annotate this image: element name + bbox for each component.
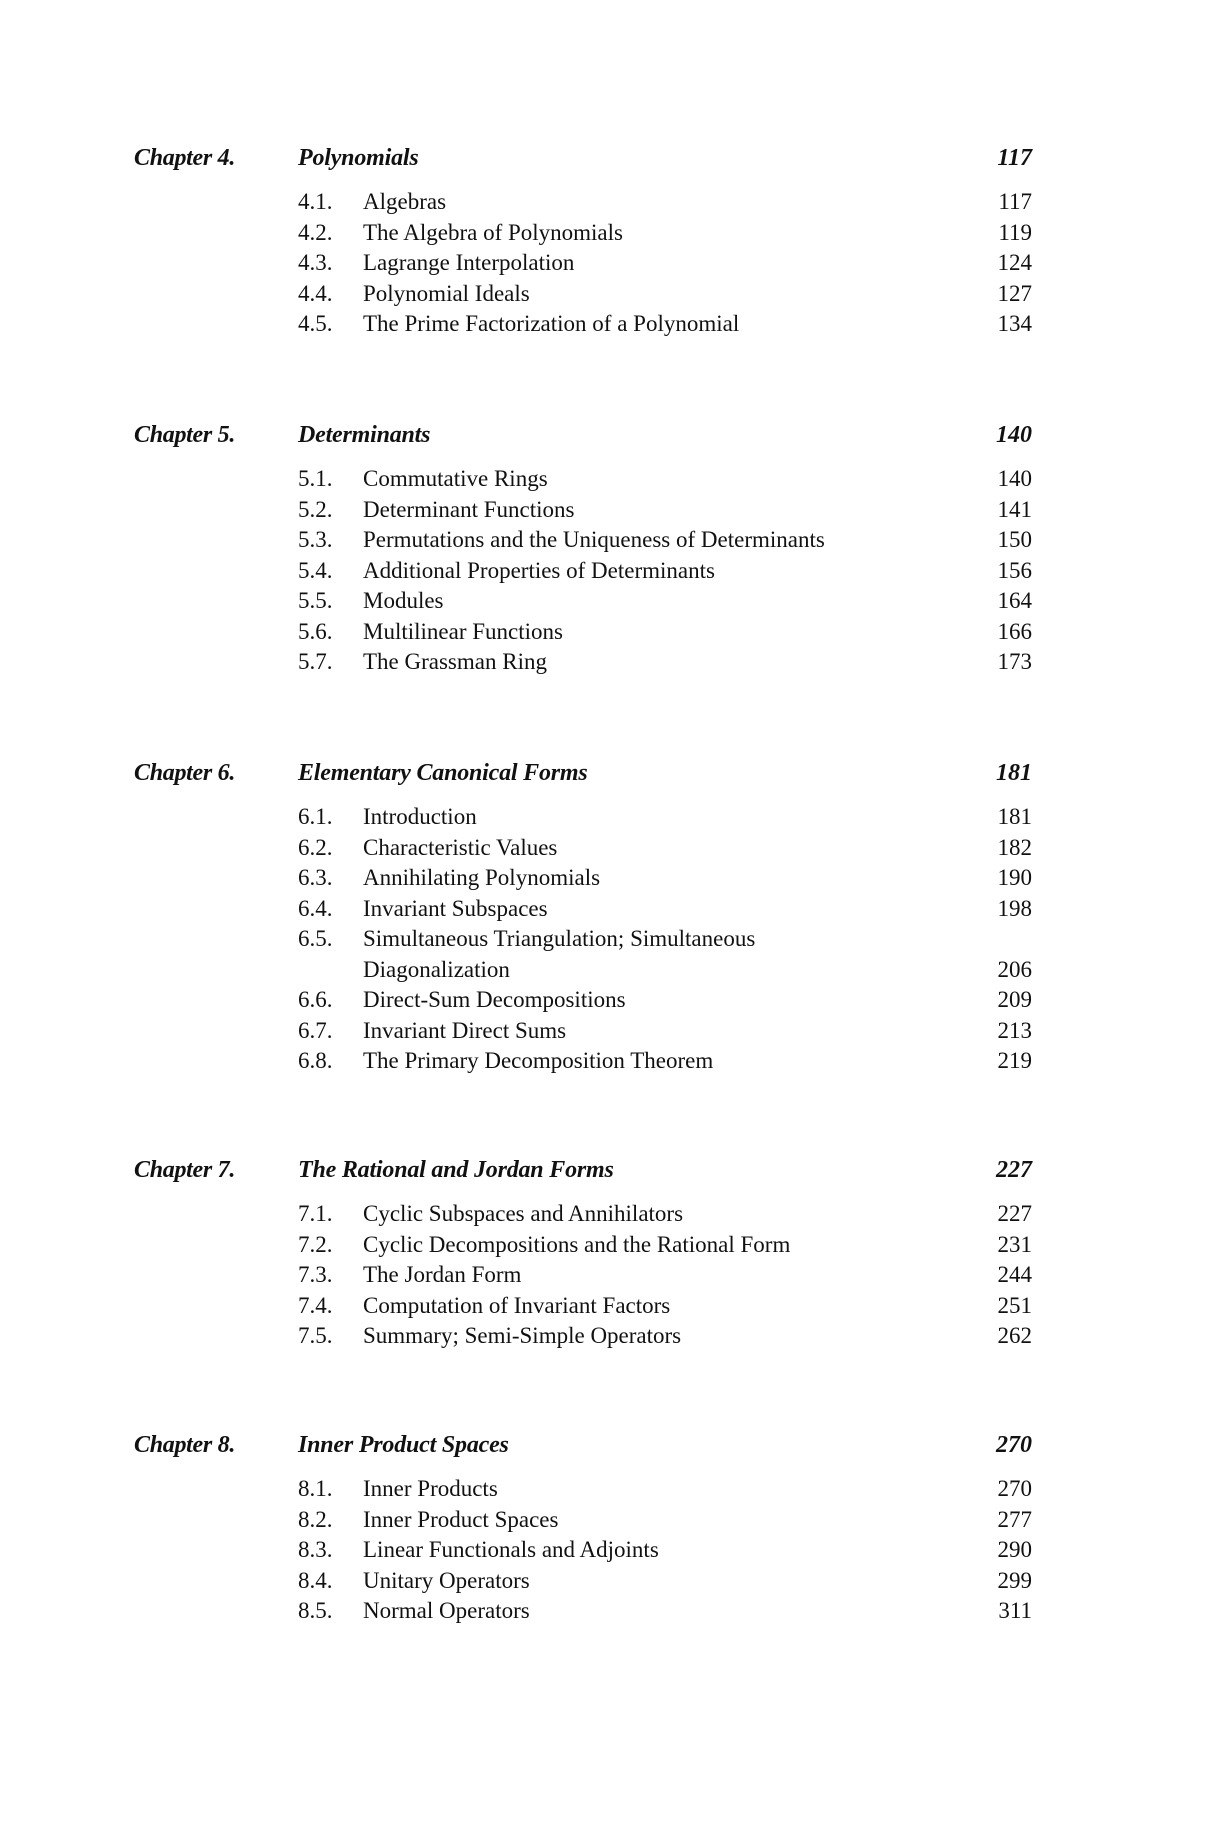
section-entry — [0, 1016, 1214, 1047]
section-title: Unitary Operators — [363, 1567, 530, 1593]
section-page: 141 — [997, 496, 1032, 522]
chapter-label: Chapter 7. — [134, 1157, 236, 1183]
section-page: 198 — [997, 895, 1032, 921]
section-title: Algebras — [363, 189, 447, 214]
section-page: 290 — [997, 1537, 1032, 1562]
section-page: 127 — [997, 280, 1032, 306]
chapter-title: Determinants — [298, 422, 431, 448]
section-entry — [0, 1535, 1214, 1566]
section-number: 6.1. — [298, 804, 333, 829]
section-number: 4.4. — [298, 280, 333, 306]
section-entry — [0, 279, 1214, 310]
chapter-7 — [0, 1157, 1214, 1352]
section-page: 119 — [998, 219, 1032, 245]
section-page: 244 — [997, 1262, 1032, 1287]
section-page: 134 — [997, 311, 1032, 336]
section-list — [0, 1199, 1214, 1352]
section-entry — [0, 1566, 1214, 1597]
section-entry — [0, 187, 1214, 218]
section-entry — [0, 464, 1214, 495]
section-number: 8.4. — [298, 1567, 333, 1593]
section-entry — [0, 1474, 1214, 1505]
section-list — [0, 802, 1214, 1077]
chapter-title: The Rational and Jordan Forms — [298, 1157, 614, 1183]
section-entry-continuation — [0, 955, 1214, 986]
section-title: Inner Product Spaces — [363, 1506, 559, 1532]
section-entry — [0, 1505, 1214, 1536]
section-number: 4.2. — [298, 219, 333, 245]
section-page: 251 — [997, 1292, 1032, 1318]
section-entry — [0, 495, 1214, 526]
section-number: 8.2. — [298, 1506, 333, 1532]
section-title: Modules — [363, 588, 444, 613]
section-title: Summary; Semi-Simple Operators — [363, 1323, 682, 1348]
chapter-page: 117 — [997, 145, 1032, 171]
section-number: 6.6. — [298, 987, 333, 1012]
chapter-4 — [0, 145, 1214, 340]
section-entry — [0, 1596, 1214, 1627]
section-entry — [0, 556, 1214, 587]
chapter-label: Chapter 4. — [134, 145, 236, 171]
chapter-page: 181 — [996, 760, 1032, 786]
section-title: Linear Functionals and Adjoints — [363, 1537, 659, 1562]
section-number: 5.4. — [298, 557, 333, 583]
section-entry — [0, 617, 1214, 648]
section-title: Annihilating Polynomials — [363, 865, 601, 890]
section-page: 209 — [997, 987, 1032, 1012]
chapter-title: Elementary Canonical Forms — [298, 760, 588, 786]
chapter-5 — [0, 422, 1214, 678]
section-entry — [0, 924, 1214, 955]
chapter-page: 270 — [996, 1432, 1032, 1458]
section-number: 5.6. — [298, 618, 333, 644]
section-entry — [0, 647, 1214, 678]
section-entry — [0, 863, 1214, 894]
section-entry — [0, 1230, 1214, 1261]
section-title: Diagonalization — [363, 956, 510, 982]
section-number: 7.1. — [298, 1201, 333, 1226]
section-title: Inner Products — [363, 1476, 498, 1501]
chapter-label: Chapter 6. — [134, 760, 236, 786]
section-title: Simultaneous Triangulation; Simultaneous — [363, 926, 756, 951]
section-number: 5.1. — [298, 466, 333, 491]
section-entry — [0, 1199, 1214, 1230]
section-title: Characteristic Values — [363, 834, 558, 860]
section-title: Normal Operators — [363, 1598, 530, 1623]
section-entry — [0, 894, 1214, 925]
section-title: Commutative Rings — [363, 466, 548, 491]
section-page: 124 — [997, 250, 1032, 275]
section-list — [0, 464, 1214, 678]
section-entry — [0, 985, 1214, 1016]
section-entry — [0, 525, 1214, 556]
section-page: 219 — [997, 1048, 1032, 1073]
section-page: 140 — [997, 466, 1032, 491]
section-number: 6.7. — [298, 1017, 333, 1043]
section-number: 4.3. — [298, 250, 333, 275]
section-page: 206 — [997, 956, 1032, 982]
section-number: 7.5. — [298, 1323, 333, 1348]
chapter-title: Polynomials — [298, 145, 419, 171]
section-number: 6.2. — [298, 834, 333, 860]
section-page: 164 — [997, 588, 1032, 613]
section-number: 8.1. — [298, 1476, 333, 1501]
chapter-6 — [0, 760, 1214, 1077]
section-number: 7.3. — [298, 1262, 333, 1287]
section-number: 8.3. — [298, 1537, 333, 1562]
chapter-heading — [0, 1157, 1214, 1197]
section-entry — [0, 1321, 1214, 1352]
section-entry — [0, 309, 1214, 340]
section-entry — [0, 833, 1214, 864]
section-number: 6.3. — [298, 865, 333, 890]
section-title: Lagrange Interpolation — [363, 250, 575, 275]
section-number: 7.4. — [298, 1292, 333, 1318]
section-number: 8.5. — [298, 1598, 333, 1623]
section-title: Multilinear Functions — [363, 618, 563, 644]
section-page: 277 — [997, 1506, 1032, 1532]
section-title: Polynomial Ideals — [363, 280, 530, 306]
section-page: 173 — [997, 649, 1032, 674]
section-page: 150 — [997, 527, 1032, 552]
chapter-label: Chapter 5. — [134, 422, 236, 448]
chapter-title: Inner Product Spaces — [298, 1432, 509, 1458]
section-title: Determinant Functions — [363, 496, 575, 522]
section-page: 182 — [997, 834, 1032, 860]
section-page: 166 — [997, 618, 1032, 644]
section-number: 5.2. — [298, 496, 333, 522]
section-title: The Primary Decomposition Theorem — [363, 1048, 714, 1073]
chapter-heading — [0, 760, 1214, 800]
section-entry — [0, 1291, 1214, 1322]
section-entry — [0, 1046, 1214, 1077]
section-page: 190 — [997, 865, 1032, 890]
chapter-page: 227 — [996, 1157, 1032, 1183]
section-title: Permutations and the Uniqueness of Determinants — [363, 527, 825, 552]
section-page: 181 — [997, 804, 1032, 829]
section-page: 213 — [997, 1017, 1032, 1043]
chapter-label: Chapter 8. — [134, 1432, 236, 1458]
chapter-8 — [0, 1432, 1214, 1627]
section-title: Cyclic Subspaces and Annihilators — [363, 1201, 684, 1226]
section-page: 270 — [997, 1476, 1032, 1501]
section-page: 227 — [997, 1201, 1032, 1226]
section-number: 5.5. — [298, 588, 333, 613]
section-title: Cyclic Decompositions and the Rational Form — [363, 1231, 791, 1257]
chapter-page: 140 — [996, 422, 1032, 448]
section-number: 7.2. — [298, 1231, 333, 1257]
section-page: 299 — [997, 1567, 1032, 1593]
section-title: Invariant Direct Sums — [363, 1017, 567, 1043]
chapter-heading — [0, 422, 1214, 462]
section-list — [0, 1474, 1214, 1627]
section-number: 5.3. — [298, 527, 333, 552]
section-number: 5.7. — [298, 649, 333, 674]
section-page: 117 — [998, 189, 1032, 214]
section-number: 6.5. — [298, 926, 333, 951]
section-title: The Prime Factorization of a Polynomial — [363, 311, 740, 336]
section-list — [0, 187, 1214, 340]
section-title: Computation of Invariant Factors — [363, 1292, 671, 1318]
section-title: Additional Properties of Determinants — [363, 557, 715, 583]
section-entry — [0, 802, 1214, 833]
section-title: Invariant Subspaces — [363, 895, 548, 921]
section-title: The Algebra of Polynomials — [363, 219, 623, 245]
section-page: 311 — [998, 1598, 1032, 1623]
section-number: 6.8. — [298, 1048, 333, 1073]
section-entry — [0, 248, 1214, 279]
section-title: The Jordan Form — [363, 1262, 522, 1287]
section-number: 4.1. — [298, 189, 333, 214]
section-title: Direct-Sum Decompositions — [363, 987, 626, 1012]
section-title: Introduction — [363, 804, 477, 829]
section-page: 231 — [997, 1231, 1032, 1257]
section-page: 262 — [997, 1323, 1032, 1348]
chapter-heading — [0, 1432, 1214, 1472]
section-title: The Grassman Ring — [363, 649, 547, 674]
chapter-heading — [0, 145, 1214, 185]
section-entry — [0, 218, 1214, 249]
section-number: 6.4. — [298, 895, 333, 921]
section-entry — [0, 586, 1214, 617]
section-entry — [0, 1260, 1214, 1291]
section-page: 156 — [997, 557, 1032, 583]
section-number: 4.5. — [298, 311, 333, 336]
